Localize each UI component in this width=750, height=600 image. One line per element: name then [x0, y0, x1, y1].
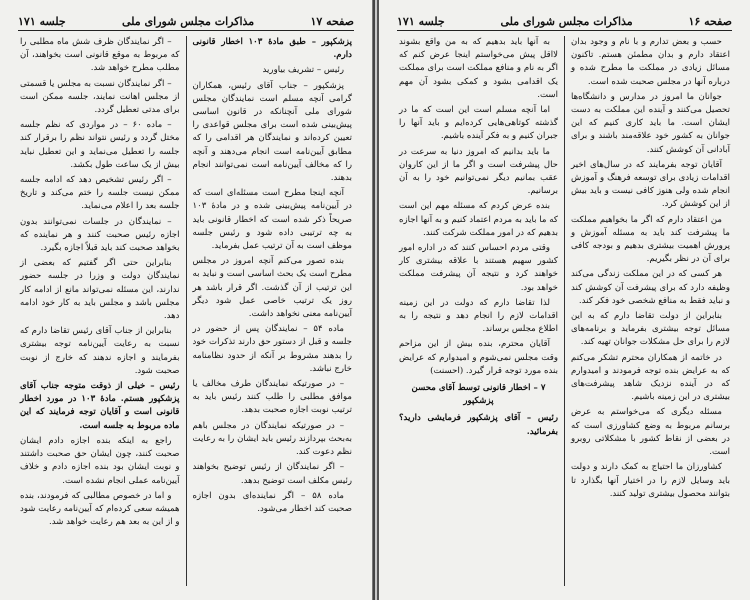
body-paragraph: – اگر رئیس تشخیص دهد که ادامه جلسه ممکن نیست جلسه را ختم می‌کند و تاریخ جلسه بعد را اعلام می‌نماید.: [20, 175, 180, 212]
section-heading: ۷ – اخطار قانونی توسط آقای محسن پزشکپور: [411, 383, 546, 407]
body-paragraph: و اما در خصوص مطالبی که فرمودند، بنده همیشه سعی کرده‌ام که آیین‌نامه رعایت شود و از این به بعد هم رعایت خواهد شد.: [20, 490, 180, 528]
page-header: [397, 12, 732, 31]
body-paragraph: ماده ۵۸ – اگر نماینده‌ای بدون اجازه صحبت کند اخطار می‌شود.: [192, 490, 352, 514]
body-paragraph: آنچه اینجا مطرح است مسئله‌ای است که در آیین‌نامه پیش‌بینی شده و در مادهٔ ۱۰۳ صریحاً ذکر شده است که اخطار قانونی باید به چه ترتیبی داده شود و رئیس جلسه موظف است به آن ترتیب عمل بفرماید.: [192, 188, 352, 252]
body-paragraph: در خاتمه از همکاران محترم تشکر می‌کنم که به عرایض بنده توجه فرمودند و امیدوارم که در آینده نزدیک شاهد پیشرفت‌های بیشتری در این زمینه باشیم.: [571, 352, 730, 403]
body-paragraph: – ماده ۶۰ – در مواردی که نظم جلسه مختل گردد و رئیس نتواند نظم را برقرار کند جلسه را تعطیل می‌نماید و این تعطیل نباید بیش از یک ساعت طول بکشد.: [20, 120, 180, 170]
publication-title: مذاکرات مجلس شورای ملی: [122, 14, 255, 28]
body-paragraph: – در صورتیکه نمایندگان در مجلس باهم به‌بحث بپردازند رئیس باید ایشان را به رعایت نظم دعوت کند.: [192, 420, 352, 458]
body-paragraph: آقایان محترم، بنده بیش از این مزاحم وقت مجلس نمی‌شوم و امیدوارم که عرایض بنده مورد توجه قرار گیرد. (احسنت): [399, 339, 558, 376]
body-paragraph: جوانان ما امروز در مدارس و دانشگاه‌ها تحصیل می‌کنند و آینده این مملکت به دست ایشان است. ما باید کاری کنیم که این جوانان به کشور خود علاقه‌مند باشند و برای آبادانی آن کوشش کنند.: [571, 91, 730, 155]
body-paragraph: – نمایندگان در جلسات نمی‌توانند بدون اجازه رئیس صحبت کنند و هر نماینده که بخواهد صحبت کند باید قبلاً اجازه بگیرد.: [20, 216, 180, 254]
speaker-paragraph: پزشکپور – طبق مادهٔ ۱۰۳ اخطار قانونی دارم.: [192, 37, 352, 61]
body-paragraph: – اگر نمایندگان ظرف شش ماه مطلبی را که مربوط به موقع قانونی است بخواهند، آن مطلب مطرح خواهد شد.: [20, 37, 180, 74]
body-paragraph: مسئله دیگری که می‌خواستم به عرض برسانم مربوط به وضع کشاورزی است که در بعضی از نقاط کشور با مشکلاتی روبرو است.: [571, 407, 730, 458]
body-paragraph: بنده تصور می‌کنم آنچه امروز در مجلس مطرح است یک بحث اساسی است و نباید به این ترتیب از آن گذشت. اگر قرار باشد هر روز یک ترتیب خاصی عمل شود دیگر آیین‌نامه معنی نخواهد داشت.: [192, 256, 352, 320]
body-paragraph: بنابراین از دولت تقاضا دارم که به این مسائل توجه بیشتری بفرماید و برنامه‌های لازم را برای حل مشکلات جوانان تهیه کند.: [571, 311, 730, 348]
body-paragraph: هر کسی که در این مملکت زندگی می‌کند وظیفه دارد که برای پیشرفت آن کوشش کند و نباید فقط به منافع شخصی خود فکر کند.: [571, 269, 730, 306]
page-gutter: [373, 0, 375, 600]
publication-title: مذاکرات مجلس شورای ملی: [500, 14, 633, 28]
column-left: [393, 36, 564, 586]
text-columns: [393, 36, 736, 586]
body-paragraph: کشاورزان ما احتیاج به کمک دارند و دولت باید وسایل لازم را در اختیار آنها بگذارد تا بتوانند محصول بیشتری تولید کنند.: [571, 462, 730, 499]
body-paragraph: حسب و بعض تدارم و با نام و وجود بدان اعتقاد دارم و بدان مطمئن هستم. تاکنون مسائل زیادی در مملکت ما مطرح شده و درباره آنها در مجلس صحبت شده است.: [571, 37, 730, 87]
body-paragraph: بنابراین از جناب آقای رئیس تقاضا دارم که نسبت به رعایت آیین‌نامه توجه بیشتری بفرمایند و اجازه ندهند که خارج از نوبت صحبت شود.: [20, 326, 180, 376]
body-paragraph: اما آنچه مسلم است این است که ما در گذشته کوتاهی‌هایی کرده‌ایم و باید آنها را جبران کنیم و به فکر آینده باشیم.: [399, 105, 558, 142]
body-paragraph: بنده عرض کردم که مسئله مهم این است که ما باید به مردم اعتماد کنیم و به آنها اجازه بدهیم که در امور مملکت شرکت کنند.: [399, 201, 558, 238]
body-paragraph: – اگر نمایندگان نسبت به مجلس یا قسمتی از مجلس اهانت نمایند، جلسه ممکن است برای مدتی تعطیل گردد.: [20, 78, 180, 116]
column-left: [14, 36, 186, 586]
body-paragraph: لذا تقاضا دارم که دولت در این زمینه اقدامات لازم را انجام دهد و نتیجه را به اطلاع مجلس برساند.: [399, 297, 558, 335]
body-paragraph: – در صورتیکه نمایندگان طرف مخالف یا موافق مطلبی را طلب کنند رئیس باید به ترتیب نوبت اجازه صحبت بدهد.: [192, 379, 352, 416]
body-paragraph: پزشکپور – جناب آقای رئیس، همکاران گرامی آنچه مسلم است نمایندگان مجلس شورای ملی آنچنانکه در قانون اساسی پیش‌بینی شده است برای مجلس قواعدی را تعیین کرده‌اند و نمایندگان هر اقدامی را که مطابق آیین‌نامه است انجام می‌دهند و آنچه را که مخالف آیین‌نامه است نمی‌توانند انجام بدهند.: [192, 80, 352, 184]
body-paragraph: به آنها باید بدهیم که به من واقع بشوند لااقل پیش می‌خواستم اینجا عرض کنم که اگر به نام و منافع مملکت است برای مملکت یک اقدامی بشود و کمکی بشود آن مهم است.: [399, 37, 558, 100]
body-paragraph: راجع به اینکه بنده اجازه دادم ایشان صحبت کنند، چون ایشان حق صحبت داشتند و نوبت ایشان بود بنده اجازه دادم و خلاف آیین‌نامه عملی انجام نشده است.: [20, 435, 180, 486]
body-paragraph: رئیس – تشریف بیاورید: [262, 65, 344, 76]
body-paragraph: – اگر نمایندگان از رئیس توضیح بخواهند رئیس مکلف است توضیح بدهد.: [192, 462, 352, 486]
text-columns: [14, 36, 358, 586]
body-paragraph: من اعتقاد دارم که اگر ما بخواهیم مملکت ما پیشرفت کند باید به مسئله آموزش و پرورش اهمیت بیشتری بدهیم و بودجه کافی برای آن در نظر بگیریم.: [571, 214, 730, 265]
body-paragraph: ما باید بدانیم که امروز دنیا به سرعت در حال پیشرفت است و اگر ما از این کاروان عقب بمانیم دیگر نمی‌توانیم خود را به آن برسانیم.: [399, 146, 558, 197]
speaker-paragraph: رئیس – خیلی از ذوقت متوجه جناب آقای پزشکپور هستم. مادهٔ ۱۰۳ در مورد اخطار قانونی است و آقایان توجه فرمایند که این ماده مربوط به جلسه است.: [20, 381, 180, 431]
session-number: جلسه ۱۷۱: [18, 14, 66, 28]
page-number: صفحه ۱۷: [310, 14, 354, 28]
session-number: جلسه ۱۷۱: [397, 14, 445, 28]
body-paragraph: بنابراین حتی اگر گفتیم که بعضی از نمایندگان دولت و وزرا در جلسه حضور ندارند، این مسئله نمی‌تواند مانع از ادامه کار مجلس باشد و مجلس باید به کار خود ادامه دهد.: [20, 258, 180, 322]
body-paragraph: ماده ۵۴ – نمایندگان پس از حضور در جلسه و قبل از دستور حق دارند تذکرات خود را بدهند مشروط بر آنکه از حدود نظامنامه خارج نباشد.: [192, 324, 352, 374]
speaker-paragraph: رئیس – آقای پزشکپور فرمایشی دارید؟ بفرمائید.: [399, 413, 558, 437]
right-page: [377, 0, 750, 600]
page-header: [18, 12, 354, 31]
body-paragraph: وقتی مردم احساس کنند که در اداره امور کشور سهیم هستند با علاقه بیشتری کار خواهند کرد و نتیجه آن پیشرفت مملکت خواهد بود.: [399, 243, 558, 293]
column-right: [187, 36, 359, 586]
left-page: [0, 0, 373, 600]
column-right: [565, 36, 736, 586]
page-number: صفحه ۱۶: [688, 14, 732, 28]
body-paragraph: آقایان توجه بفرمایند که در سال‌های اخیر اقدامات زیادی برای توسعه فرهنگ و آموزش انجام شده ولی هنوز کافی نیست و باید بیش از این کوشش کرد.: [571, 159, 730, 210]
